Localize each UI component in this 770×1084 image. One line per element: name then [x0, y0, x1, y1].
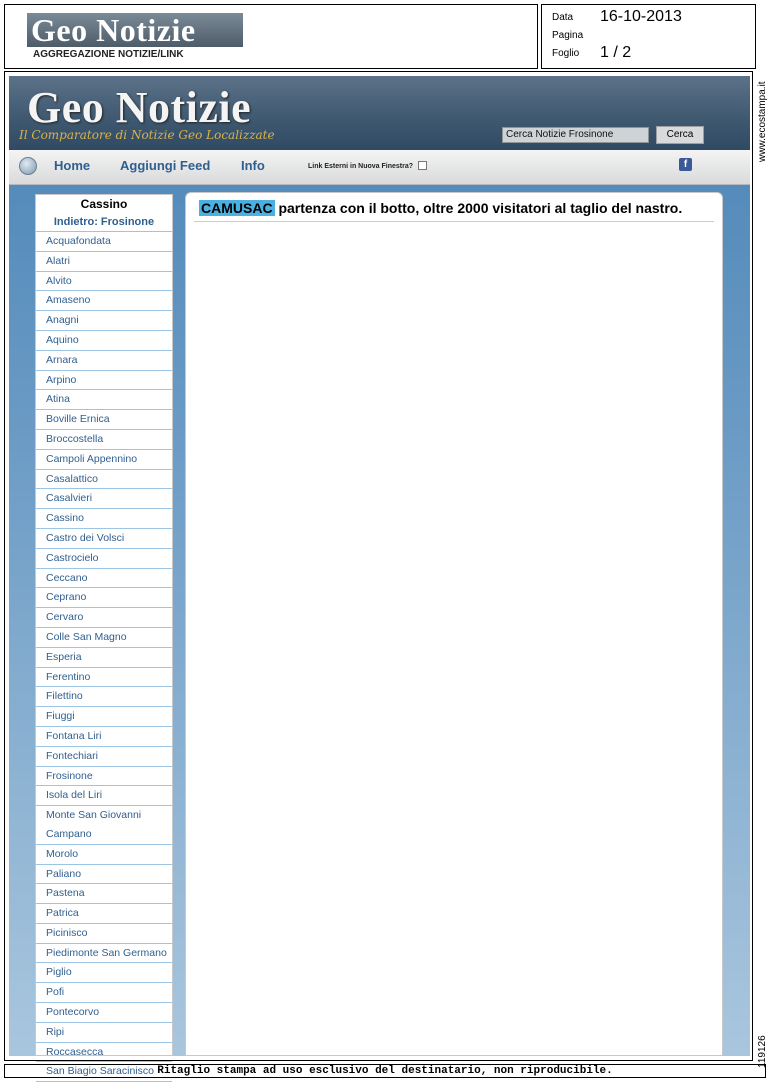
- site-banner: [9, 76, 750, 150]
- external-links-label: Link Esterni in Nuova Finestra?: [308, 163, 414, 170]
- sidebar-item[interactable]: Picinisco: [36, 924, 172, 944]
- clipping-logo: Geo Notizie: [27, 13, 243, 47]
- city-sidebar: [35, 194, 173, 1078]
- search-input[interactable]: Cerca Notizie Frosinone: [502, 127, 649, 143]
- nav-add-feed[interactable]: Aggiungi Feed: [120, 158, 211, 173]
- search-button[interactable]: Cerca: [656, 126, 704, 144]
- sidebar-item[interactable]: Fontechiari: [36, 747, 172, 767]
- external-links-checkbox[interactable]: [418, 161, 427, 170]
- globe-icon[interactable]: [19, 157, 37, 175]
- sidebar-item[interactable]: Isola del Liri: [36, 786, 172, 806]
- date-label: Data: [552, 12, 574, 23]
- nav-home[interactable]: Home: [54, 158, 91, 173]
- sheet-label: Foglio: [552, 48, 580, 59]
- sidebar-item[interactable]: Casalvieri: [36, 489, 172, 509]
- nav-info[interactable]: Info: [241, 158, 265, 173]
- article-headline[interactable]: [199, 200, 682, 216]
- headline-text: partenza con il botto, oltre 2000 visitatori al taglio del nastro.: [274, 200, 683, 216]
- sidebar-back-link[interactable]: Indietro: Frosinone: [36, 213, 172, 232]
- facebook-icon[interactable]: f: [679, 158, 692, 171]
- sidebar-item[interactable]: Fontana Liri: [36, 727, 172, 747]
- headline-highlight: CAMUSAC: [201, 200, 273, 216]
- sidebar-item[interactable]: Piglio: [36, 963, 172, 983]
- sidebar-item[interactable]: Fiuggi: [36, 707, 172, 727]
- sidebar-item[interactable]: Filettino: [36, 687, 172, 707]
- site-tagline: Il Comparatore di Notizie Geo Localizzate: [19, 128, 275, 142]
- sidebar-item[interactable]: Patrica: [36, 904, 172, 924]
- clipping-footer: Ritaglio stampa ad uso esclusivo del destinatario, non riproducibile.: [4, 1064, 766, 1078]
- sidebar-item[interactable]: Arnara: [36, 351, 172, 371]
- sidebar-item[interactable]: Roccasecca: [36, 1043, 172, 1063]
- sidebar-item[interactable]: Ripi: [36, 1023, 172, 1043]
- article-panel: [185, 192, 723, 1056]
- sidebar-item[interactable]: Anagni: [36, 311, 172, 331]
- city-list: [36, 232, 172, 1082]
- sidebar-item[interactable]: Castro dei Volsci: [36, 529, 172, 549]
- sidebar-item[interactable]: Ceccano: [36, 569, 172, 589]
- sidebar-item[interactable]: Pastena: [36, 884, 172, 904]
- clipping-meta: [541, 4, 756, 69]
- page-label: Pagina: [552, 30, 584, 41]
- sidebar-item[interactable]: Morolo: [36, 845, 172, 865]
- sidebar-item[interactable]: Atina: [36, 390, 172, 410]
- sidebar-item[interactable]: Piedimonte San Germano: [36, 944, 172, 964]
- sidebar-item[interactable]: Cervaro: [36, 608, 172, 628]
- clipping-header: [4, 4, 538, 69]
- sidebar-item[interactable]: Alatri: [36, 252, 172, 272]
- sidebar-item[interactable]: Frosinone: [36, 767, 172, 787]
- sidebar-item[interactable]: Monte San Giovanni Campano: [36, 806, 172, 845]
- sidebar-item[interactable]: Pontecorvo: [36, 1003, 172, 1023]
- sidebar-item[interactable]: Ceprano: [36, 588, 172, 608]
- sidebar-item[interactable]: Colle San Magno: [36, 628, 172, 648]
- sidebar-item[interactable]: Alvito: [36, 272, 172, 292]
- sidebar-item[interactable]: Casalattico: [36, 470, 172, 490]
- side-code: 119126: [757, 1035, 768, 1068]
- sidebar-item[interactable]: Pofi: [36, 983, 172, 1003]
- date-value: 16-10-2013: [600, 8, 682, 25]
- sidebar-item[interactable]: Boville Ernica: [36, 410, 172, 430]
- sidebar-item[interactable]: Broccostella: [36, 430, 172, 450]
- sidebar-item[interactable]: Ferentino: [36, 668, 172, 688]
- sidebar-item[interactable]: Amaseno: [36, 291, 172, 311]
- sidebar-item[interactable]: Cassino: [36, 509, 172, 529]
- sidebar-item[interactable]: San Biagio Saracinisco: [36, 1062, 172, 1082]
- clipping-logo-subtitle: AGGREGAZIONE NOTIZIE/LINK: [33, 49, 184, 60]
- sidebar-item[interactable]: Paliano: [36, 865, 172, 885]
- nav-bar: [9, 150, 750, 185]
- sidebar-item[interactable]: Aquino: [36, 331, 172, 351]
- sidebar-item[interactable]: Acquafondata: [36, 232, 172, 252]
- sidebar-title: Cassino: [80, 197, 128, 211]
- sidebar-item[interactable]: Campoli Appennino: [36, 450, 172, 470]
- headline-divider: [194, 221, 714, 222]
- site-title[interactable]: Geo Notizie: [27, 83, 252, 132]
- sidebar-item[interactable]: Arpino: [36, 371, 172, 391]
- sidebar-item[interactable]: Esperia: [36, 648, 172, 668]
- sheet-value: 1 / 2: [600, 44, 632, 61]
- sidebar-item[interactable]: Castrocielo: [36, 549, 172, 569]
- side-url: www.ecostampa.it: [757, 81, 768, 162]
